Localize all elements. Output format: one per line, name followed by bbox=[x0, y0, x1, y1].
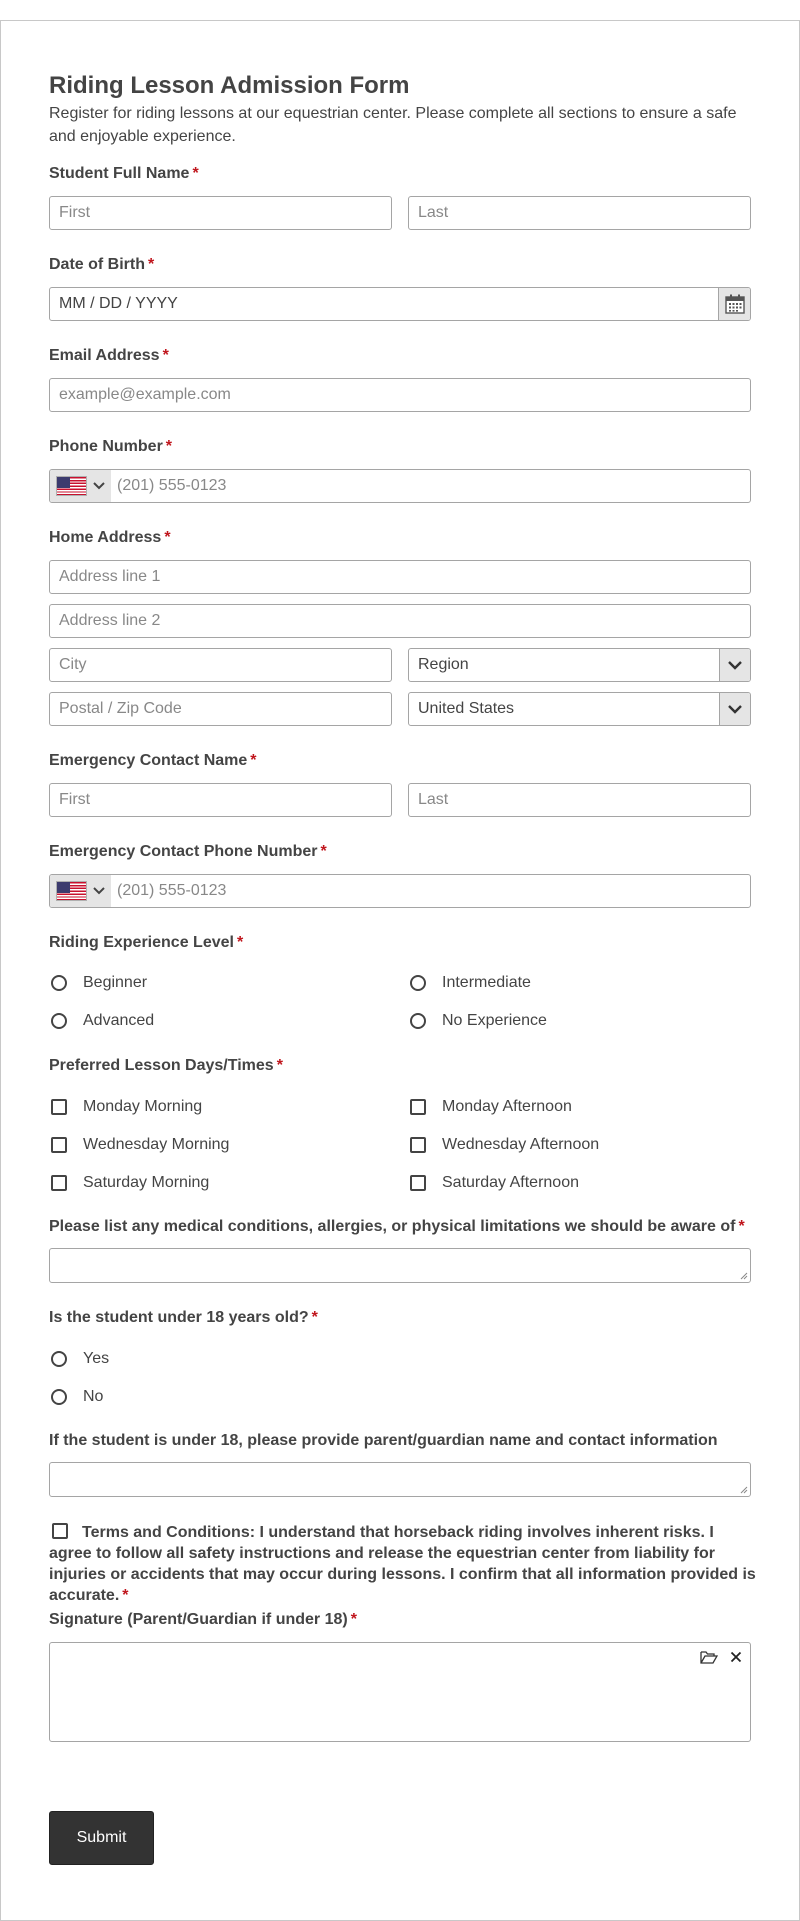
lesson-option-wednesday-morning[interactable]: Wednesday Morning bbox=[51, 1136, 229, 1154]
lesson-option-monday-afternoon[interactable]: Monday Afternoon bbox=[410, 1098, 572, 1116]
chevron-down-icon bbox=[93, 887, 105, 895]
country-value: United States bbox=[418, 700, 515, 717]
required-mark: * bbox=[320, 843, 327, 860]
us-flag-icon bbox=[56, 476, 87, 496]
required-mark: * bbox=[350, 1611, 357, 1628]
chevron-down-icon bbox=[719, 693, 750, 725]
resize-grip-icon[interactable] bbox=[740, 1272, 748, 1280]
terms-checkbox[interactable] bbox=[52, 1523, 68, 1539]
chevron-down-icon bbox=[93, 482, 105, 490]
dob-input[interactable] bbox=[49, 287, 751, 321]
phone-input[interactable] bbox=[49, 469, 751, 503]
lesson-option-saturday-afternoon[interactable]: Saturday Afternoon bbox=[410, 1174, 579, 1192]
postal-code-input[interactable]: Postal / Zip Code bbox=[49, 692, 392, 726]
emergency-first-name-input[interactable]: First bbox=[49, 783, 392, 817]
email-label: Email Address * bbox=[49, 347, 169, 364]
dob-label: Date of Birth * bbox=[49, 256, 155, 273]
radio-button[interactable] bbox=[410, 1013, 426, 1029]
address-label: Home Address * bbox=[49, 529, 171, 546]
required-mark: * bbox=[122, 1587, 129, 1604]
resize-grip-icon[interactable] bbox=[740, 1486, 748, 1494]
required-mark: * bbox=[162, 347, 169, 364]
region-select[interactable] bbox=[408, 648, 751, 682]
experience-option-intermediate[interactable]: Intermediate bbox=[410, 974, 531, 992]
form-description: Register for riding lessons at our equestrian center. Please complete all sections to ensure a safe and enjoyable experience. bbox=[49, 105, 737, 145]
student-name-label: Student Full Name * bbox=[49, 165, 199, 182]
country-code-selector[interactable] bbox=[50, 875, 111, 907]
lesson-option-saturday-morning[interactable]: Saturday Morning bbox=[51, 1174, 209, 1192]
under18-label: Is the student under 18 years old? * bbox=[49, 1309, 318, 1326]
us-flag-icon bbox=[56, 881, 87, 901]
folder-open-icon[interactable] bbox=[700, 1650, 718, 1664]
checkbox[interactable] bbox=[410, 1099, 426, 1115]
terms-agreement bbox=[49, 1522, 759, 1606]
city-input[interactable]: City bbox=[49, 648, 392, 682]
radio-button[interactable] bbox=[410, 975, 426, 991]
checkbox[interactable] bbox=[410, 1175, 426, 1191]
emergency-phone-label: Emergency Contact Phone Number * bbox=[49, 843, 327, 860]
dob-placeholder: MM / DD / YYYY bbox=[59, 295, 178, 312]
radio-button[interactable] bbox=[51, 1013, 67, 1029]
medical-label: Please list any medical conditions, allergies, or physical limitations we should be aware of * bbox=[49, 1218, 745, 1235]
emergency-phone-placeholder: (201) 555-0123 bbox=[117, 882, 227, 899]
emergency-phone-input[interactable] bbox=[49, 874, 751, 908]
under18-option-yes[interactable]: Yes bbox=[51, 1350, 109, 1368]
phone-placeholder: (201) 555-0123 bbox=[117, 477, 227, 494]
guardian-label: If the student is under 18, please provide parent/guardian name and contact information bbox=[49, 1432, 718, 1449]
checkbox[interactable] bbox=[410, 1137, 426, 1153]
required-mark: * bbox=[276, 1057, 283, 1074]
experience-option-beginner[interactable]: Beginner bbox=[51, 974, 147, 992]
checkbox[interactable] bbox=[51, 1137, 67, 1153]
required-mark: * bbox=[164, 529, 171, 546]
radio-button[interactable] bbox=[51, 1389, 67, 1405]
lesson-option-wednesday-afternoon[interactable]: Wednesday Afternoon bbox=[410, 1136, 599, 1154]
signature-label: Signature (Parent/Guardian if under 18) * bbox=[49, 1611, 357, 1628]
submit-button[interactable]: Submit bbox=[49, 1811, 154, 1865]
signature-pad[interactable] bbox=[49, 1642, 751, 1742]
address-line1-input[interactable]: Address line 1 bbox=[49, 560, 751, 594]
required-mark: * bbox=[165, 438, 173, 455]
country-code-selector[interactable] bbox=[50, 470, 111, 502]
required-mark: * bbox=[192, 165, 199, 182]
radio-button[interactable] bbox=[51, 1351, 67, 1367]
required-mark: * bbox=[148, 256, 155, 273]
required-mark: * bbox=[738, 1218, 745, 1235]
calendar-icon[interactable] bbox=[718, 288, 750, 320]
country-select[interactable] bbox=[408, 692, 751, 726]
checkbox[interactable] bbox=[51, 1175, 67, 1191]
email-input[interactable]: example@example.com bbox=[49, 378, 751, 412]
guardian-textarea[interactable] bbox=[49, 1462, 751, 1497]
required-mark: * bbox=[311, 1309, 318, 1326]
emergency-name-label: Emergency Contact Name * bbox=[49, 752, 257, 769]
student-last-name-input[interactable]: Last bbox=[408, 196, 751, 230]
form-title: Riding Lesson Admission Form bbox=[49, 72, 410, 99]
checkbox[interactable] bbox=[51, 1099, 67, 1115]
chevron-down-icon bbox=[719, 649, 750, 681]
close-icon[interactable] bbox=[730, 1651, 742, 1663]
required-mark: * bbox=[250, 752, 257, 769]
address-line2-input[interactable]: Address line 2 bbox=[49, 604, 751, 638]
experience-option-none[interactable]: No Experience bbox=[410, 1012, 547, 1030]
lesson-option-monday-morning[interactable]: Monday Morning bbox=[51, 1098, 202, 1116]
radio-button[interactable] bbox=[51, 975, 67, 991]
experience-label: Riding Experience Level * bbox=[49, 934, 244, 951]
student-first-name-input[interactable]: First bbox=[49, 196, 392, 230]
under18-option-no[interactable]: No bbox=[51, 1388, 103, 1406]
region-value: Region bbox=[418, 656, 469, 673]
terms-text: Terms and Conditions: I understand that horseback riding involves inherent risks. I agree to follow all safety instructions and release the equestrian center from liability for injuries or accidents that may occur during lessons. I confirm that all information provided is accurate. bbox=[49, 1524, 756, 1604]
medical-textarea[interactable] bbox=[49, 1248, 751, 1283]
lesson-times-label: Preferred Lesson Days/Times * bbox=[49, 1057, 283, 1074]
experience-option-advanced[interactable]: Advanced bbox=[51, 1012, 154, 1030]
required-mark: * bbox=[236, 934, 244, 951]
phone-label: Phone Number * bbox=[49, 438, 173, 455]
emergency-last-name-input[interactable]: Last bbox=[408, 783, 751, 817]
